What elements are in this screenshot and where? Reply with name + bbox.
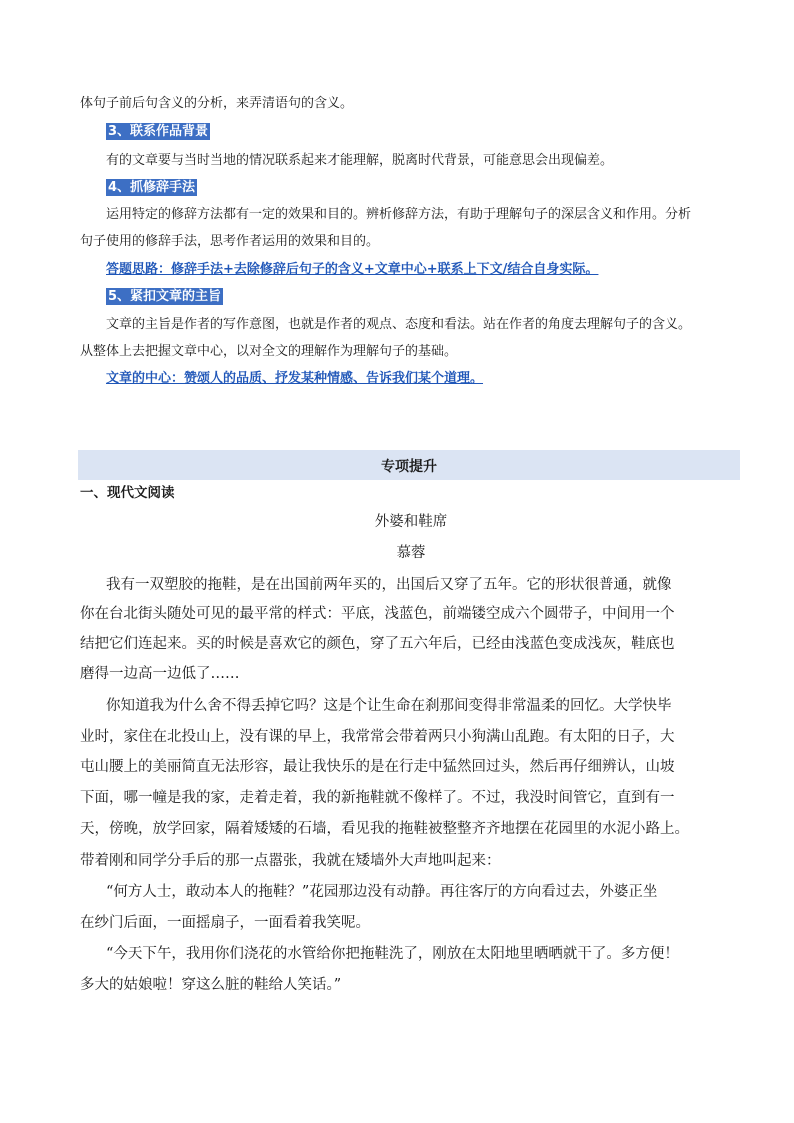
- heading-3-highlight: 3、联系作品背景: [108, 124, 209, 139]
- paragraph-4b: 句子使用的修辞手法，思考作者运用的效果和目的。: [80, 234, 380, 249]
- article-line: 在纱门后面，一面摇扇子，一面看着我笑呢。: [80, 915, 370, 931]
- paragraph-4a: 运用特定的修辞方法都有一定的效果和目的。辨析修辞方法，有助于理解句子的深层含义和作用。分析: [106, 207, 692, 222]
- article-line: 屯山腰上的美丽简直无法形容，最让我快乐的是在行走中猛然回过头，然后再仔细辨认，山坡: [80, 759, 675, 775]
- paragraph-continuation: 体句子前后句含义的分析，来弄清语句的含义。: [80, 96, 354, 111]
- heading-5: [106, 288, 766, 306]
- article-line: 你知道我为什么舍不得丢掉它吗？这是个让生命在刹那间变得非常温柔的回忆。大学快毕: [106, 698, 672, 714]
- section-band: [78, 450, 740, 480]
- article-line: 多大的姑娘啦！穿这么脏的鞋给人笑话。”: [80, 977, 342, 993]
- answer-tip-5: 文章的中心：赞颂人的品质、抒发某种情感、告诉我们某个道理。: [106, 371, 484, 386]
- article-line: 下面，哪一幢是我的家，走着走着，我的新拖鞋就不像样了。不过，我没时间管它，直到有一: [80, 790, 675, 806]
- article-line: “何方人士，敢动本人的拖鞋？”花园那边没有动静。再往客厅的方向看过去，外婆正坐: [106, 884, 658, 900]
- article-line: 结把它们连起来。买的时候是喜欢它的颜色，穿了五六年后，已经由浅蓝色变成浅灰，鞋底也: [80, 636, 675, 652]
- heading-4: [106, 179, 766, 197]
- article-line: 你在台北街头随处可见的最平常的样式：平底，浅蓝色，前端镂空成六个圆带子，中间用一个: [80, 606, 675, 622]
- article-line: 磨得一边高一边低了……: [80, 666, 240, 682]
- heading-5-highlight: 5、紧扣文章的主旨: [108, 289, 222, 304]
- heading-3: [106, 123, 766, 141]
- article-author: 慕蓉: [396, 545, 426, 561]
- paragraph-3: 有的文章要与当时当地的情况联系起来才能理解，脱离时代背景，可能意思会出现偏差。: [106, 153, 614, 168]
- paragraph-5a: 文章的主旨是作者的写作意图，也就是作者的观点、态度和看法。站在作者的角度去理解句子的含义。: [106, 317, 692, 332]
- section-title: 一、现代文阅读: [80, 485, 175, 501]
- article-line: 天，傍晚，放学回家，隔着矮矮的石墙，看见我的拖鞋被整整齐齐地摆在花园里的水泥小路上。: [80, 821, 689, 837]
- article-line: “今天下午，我用你们浇花的水管给你把拖鞋洗了，刚放在太阳地里晒晒就干了。多方便！: [106, 946, 679, 962]
- answer-tip-4: 答题思路：修辞手法+去除修辞后句子的含义+文章中心+联系上下文/结合自身实际。: [106, 262, 599, 277]
- heading-4-highlight: 4、抓修辞手法: [108, 180, 196, 195]
- paragraph-5b: 从整体上去把握文章中心，以对全文的理解作为理解句子的基础。: [80, 344, 458, 359]
- article-line: 我有一双塑胶的拖鞋，是在出国前两年买的，出国后又穿了五年。它的形状很普通，就像: [106, 577, 672, 593]
- band-title: 专项提升: [381, 459, 437, 475]
- article-line: 带着刚和同学分手后的那一点嚣张，我就在矮墙外大声地叫起来：: [80, 853, 501, 869]
- article-title: 外婆和鞋席: [374, 514, 448, 530]
- article-line: 业时，家住在北投山上，没有课的早上，我常常会带着两只小狗满山乱跑。有太阳的日子，大: [80, 729, 675, 745]
